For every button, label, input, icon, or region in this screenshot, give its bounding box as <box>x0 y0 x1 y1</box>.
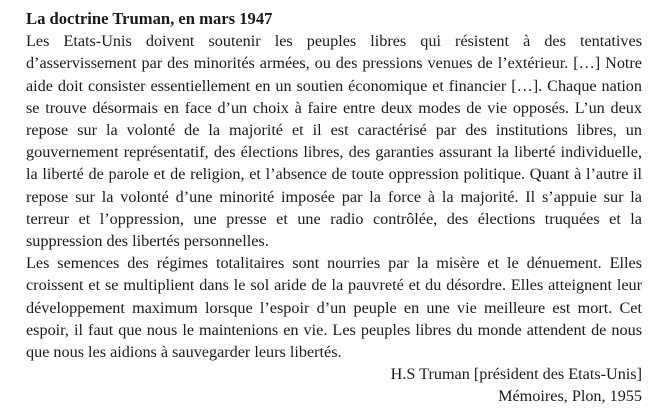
document-title: La doctrine Truman, en mars 1947 <box>26 9 273 28</box>
attribution: H.S Truman [président des Etats-Unis] <box>390 365 642 384</box>
paragraph-1: Les Etats-Unis doivent soutenir les peuples libres qui résistent à des tentatives d’asservissement par des minorités armées, ou des pressions venues de l’extérieur. […] Notre aide doit consister essentiellement en un soutien économique et financier […]. Chaque nation se trouve désormais en face d’un choix à faire entre deux modes de vie opposés. L’un deux repose sur la volonté de la majorité et il est caractérisé par des institutions libres, un gouvernement représentatif, des élections libres, des garanties assurant la liberté individuelle, la liberté de parole et de religion, et l’absence de toute oppression politique. Quant à l’autre il repose sur la volonté d’une minorité imposée par la force à la majorité. Il s’appuie sur la terreur et l’oppression, une presse et une radio contrôlée, des élections truquées et la suppression des libertés personnelles. <box>26 32 642 251</box>
document <box>26 8 642 408</box>
source: Mémoires, Plon, 1955 <box>498 387 642 406</box>
paragraph-2: Les semences des régimes totalitaires sont nourries par la misère et le dénuement. Elles croissent et se multiplient dans le sol aride de la pauvreté et du désordre. Elles atteignent leur développement maximum lorsque l’espoir d’un peuple en une vie meilleure est mort. Cet espoir, il faut que nous le maintenions en vie. Les peuples libres du monde attendent de nous que nous les aidions à sauvegarder leurs libertés. <box>26 254 642 362</box>
